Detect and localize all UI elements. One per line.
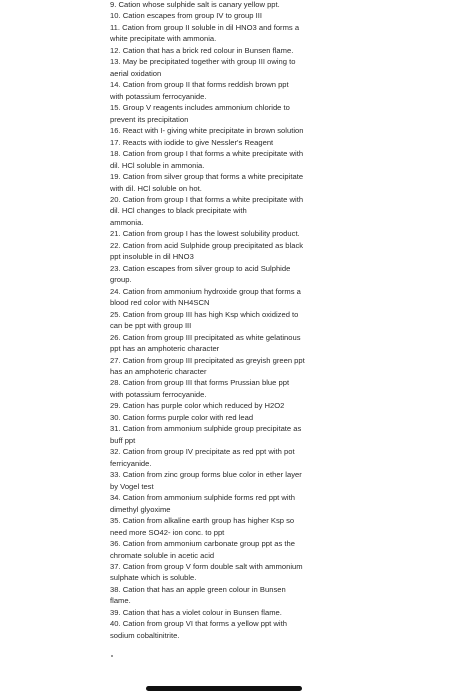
text-line: dimethyl glyoxime <box>110 504 171 514</box>
text-line: 33. Cation from zinc group forms blue color in ether layer <box>110 470 302 480</box>
text-line: 35. Cation from alkaline earth group has higher Ksp so <box>110 516 295 526</box>
text-line: by Vogel test <box>110 481 154 491</box>
text-line: blood red color with NH4SCN <box>110 298 210 308</box>
text-line: buff ppt <box>110 435 136 445</box>
text-line: prevent its precipitation <box>110 114 189 124</box>
text-line: 11. Cation from group II soluble in dil HNO3 and forms a <box>110 22 300 32</box>
text-line: 15. Group V reagents includes ammonium chloride to <box>110 103 290 113</box>
text-line: 38. Cation that has an apple green colour in Bunsen <box>110 584 286 594</box>
text-line: aerial oxidation <box>110 68 162 78</box>
text-line: 27. Cation from group III precipitated as greyish green ppt <box>110 355 305 365</box>
text-line: has an amphoteric character <box>110 367 207 376</box>
text-line: 22. Cation from acid Sulphide group precipitated as black <box>110 240 304 250</box>
text-line: 36. Cation from ammonium carbonate group ppt as the <box>110 539 295 549</box>
text-line: ppt has an amphoteric character <box>110 344 220 354</box>
text-line: with potassium ferrocyanide. <box>110 389 207 399</box>
text-line: 30. Cation forms purple color with red lead <box>110 412 254 422</box>
text-line: 28. Cation from group III that forms Prussian blue ppt <box>110 378 290 388</box>
text-line: 19. Cation from silver group that forms a white precipitate <box>110 172 304 182</box>
text-line: white precipitate with ammonia. <box>110 34 217 44</box>
text-line: 37. Cation from group V form double salt with ammonium <box>110 561 303 571</box>
text-line: 9. Cation whose sulphide salt is canary yellow ppt. <box>110 0 280 9</box>
text-line: 39. Cation that has a violet colour in Bunsen flame. <box>110 607 282 617</box>
text-line: 10. Cation escapes from group IV to group III <box>110 11 262 21</box>
text-line: 17. Reacts with iodide to give Nessler's Reagent <box>110 137 274 147</box>
text-line: flame. <box>110 596 131 606</box>
text-line: 29. Cation has purple color which reduced by H2O2 <box>110 401 285 411</box>
trailing-dot <box>111 655 113 657</box>
text-line: 18. Cation from group I that forms a white precipitate with <box>110 149 304 159</box>
text-line: need more SO42- ion conc. to ppt <box>110 527 225 537</box>
text-line: with potassium ferrocyanide. <box>110 91 207 101</box>
home-indicator-bar[interactable] <box>146 686 302 691</box>
text-line: ppt insoluble in dil HNO3 <box>110 252 194 262</box>
text-line: 25. Cation from group III has high Ksp which oxidized to <box>110 309 299 319</box>
text-line: sodium cobaltinitrite. <box>110 630 180 640</box>
text-line: 26. Cation from group III precipitated as white gelatinous <box>110 332 301 342</box>
text-line: 24. Cation from ammonium hydroxide group that forms a <box>110 286 301 296</box>
text-line: 23. Cation escapes from silver group to acid Sulphide <box>110 263 291 273</box>
text-line: can be ppt with group III <box>110 321 192 331</box>
text-line: 21. Cation from group I has the lowest solubility product. <box>110 229 300 239</box>
text-line: dil. HCl soluble in ammonia. <box>110 160 205 170</box>
text-line: sulphate which is soluble. <box>110 573 197 583</box>
text-line: with dil. HCl soluble on hot. <box>110 183 202 193</box>
text-line: 40. Cation from group VI that forms a yellow ppt with <box>110 619 287 629</box>
text-line: 32. Cation from group IV precipitate as red ppt with pot <box>110 447 295 457</box>
text-line: 14. Cation from group II that forms reddish brown ppt <box>110 80 289 90</box>
text-line: ammonia. <box>110 217 144 227</box>
text-line: dil. HCl changes to black precipitate with <box>110 206 247 216</box>
text-line: chromate soluble in acetic acid <box>110 550 215 560</box>
text-line: 31. Cation from ammonium sulphide group precipitate as <box>110 424 302 434</box>
text-line: group. <box>110 275 132 285</box>
text-line: 20. Cation from group I that forms a white precipitate with <box>110 194 304 204</box>
text-line: 13. May be precipitated together with group III owing to <box>110 57 296 67</box>
text-line: 34. Cation from ammonium sulphide forms red ppt with <box>110 493 295 503</box>
text-line: 12. Cation that has a brick red colour in Bunsen flame. <box>110 45 294 55</box>
document-body <box>110 0 440 641</box>
text-line: 16. React with I- giving white precipitate in brown solution <box>110 126 304 136</box>
text-line: ferricyanide. <box>110 458 152 468</box>
